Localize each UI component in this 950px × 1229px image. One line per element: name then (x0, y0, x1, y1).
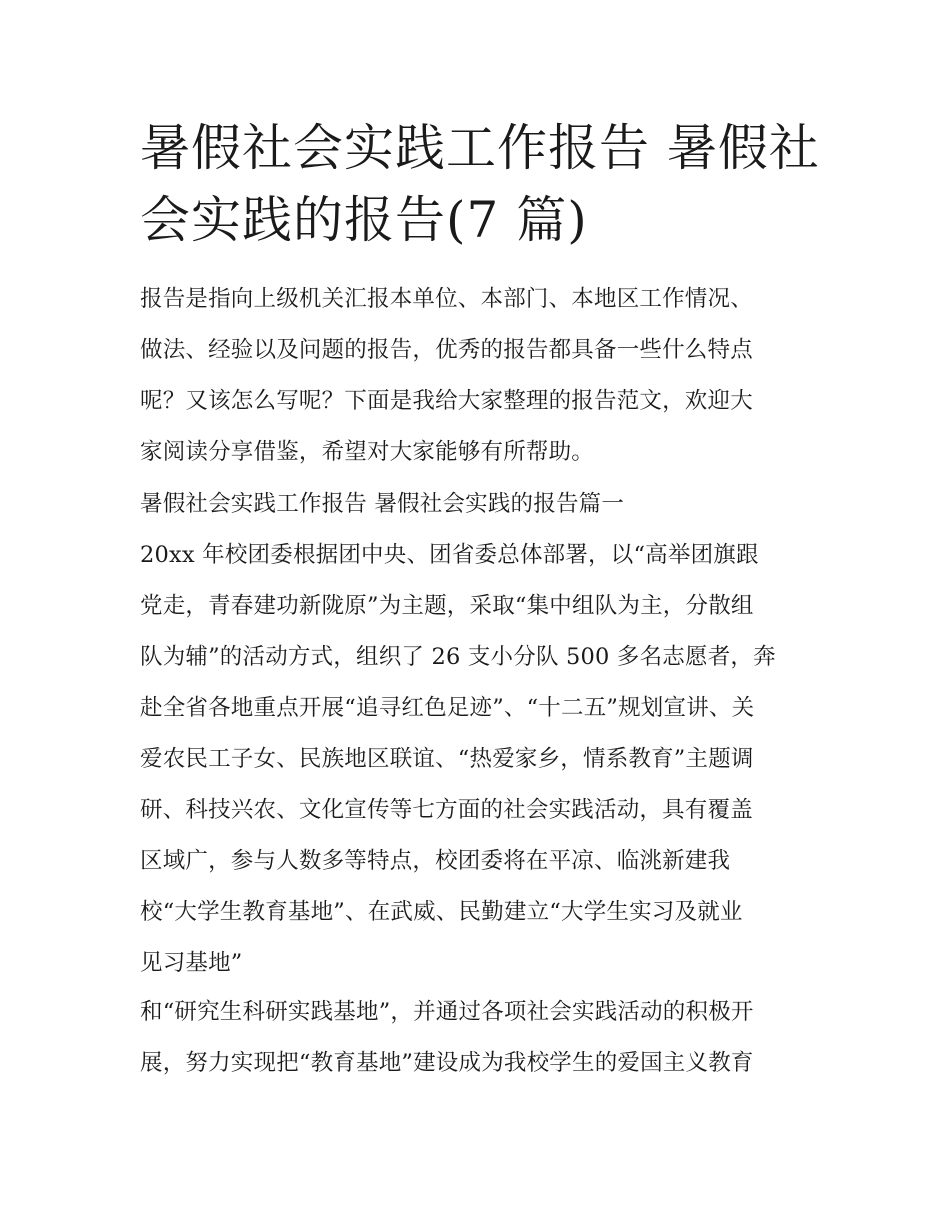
text-line: 队为辅”的活动方式，组织了 26 支小分队 500 多名志愿者，奔 (140, 644, 776, 670)
document-title (140, 112, 820, 256)
intro-paragraph (140, 274, 812, 478)
text-line: 校“大学生教育基地”、在武威、民勤建立“大学生实习及就业 (140, 899, 743, 925)
text-line: 见习基地” (140, 950, 243, 976)
text-line: 党走，青春建功新陇原”为主题，采取“集中组队为主，分散组 (140, 593, 754, 619)
title-line: 暑假社会实践工作报告 暑假社 (140, 119, 820, 177)
section-heading (140, 479, 812, 530)
text-line: 家阅读分享借鉴，希望对大家能够有所帮助。 (140, 439, 595, 465)
body-paragraph-2 (140, 987, 812, 1089)
text-line: 呢？又该怎么写呢？下面是我给大家整理的报告范文，欢迎大 (140, 388, 753, 414)
body-paragraph-1 (140, 530, 812, 989)
text-line: 报告是指向上级机关汇报本单位、本部门、本地区工作情况、 (140, 286, 753, 312)
text-line: 20xx 年校团委根据团中央、团省委总体部署，以“高举团旗跟 (140, 542, 759, 568)
text-line: 和“研究生科研实践基地”，并通过各项社会实践活动的积极开 (140, 999, 754, 1025)
section-heading-text: 暑假社会实践工作报告 暑假社会实践的报告篇一 (140, 491, 625, 517)
text-line: 展，努力实现把“教育基地”建设成为我校学生的爱国主义教育 (140, 1050, 754, 1076)
text-line: 赴全省各地重点开展“追寻红色足迹”、“十二五”规划宣讲、关 (140, 695, 755, 721)
title-line: 会实践的报告(7 篇) (140, 191, 588, 249)
text-line: 区域广，参与人数多等特点，校团委将在平凉、临洮新建我 (140, 848, 731, 874)
text-line: 研、科技兴农、文化宣传等七方面的社会实践活动，具有覆盖 (140, 797, 753, 823)
text-line: 做法、经验以及问题的报告，优秀的报告都具备一些什么特点 (140, 337, 753, 363)
text-line: 爱农民工子女、民族地区联谊、“热爱家乡，情系教育”主题调 (140, 746, 754, 772)
